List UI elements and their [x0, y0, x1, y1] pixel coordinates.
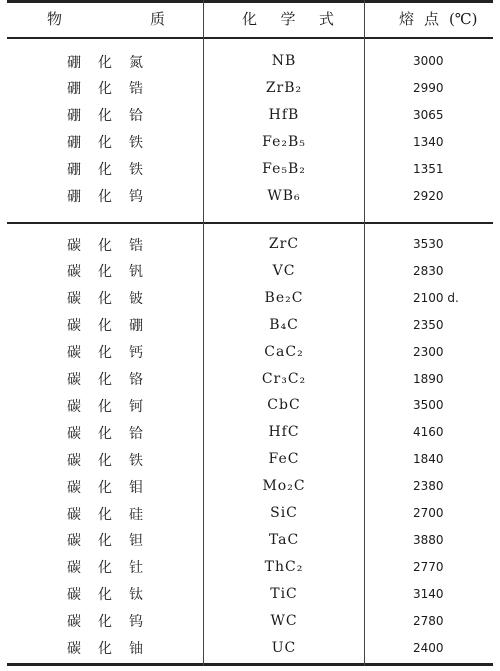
substance-name [67, 418, 143, 447]
substance-name-char: 钨 [129, 614, 143, 631]
table-row [7, 74, 493, 103]
substance-name-char: 化 [98, 54, 112, 71]
substance-name [67, 101, 143, 130]
table-row [7, 338, 493, 367]
substance-name-char: 碳 [67, 641, 81, 657]
table-row [7, 634, 493, 663]
substance-name-char: 化 [98, 425, 112, 442]
substance-name-char: 碳 [67, 425, 81, 442]
table-row [7, 311, 493, 340]
table-row [7, 580, 493, 609]
melting-point-value: 2350 [413, 317, 444, 332]
substance-name-char: 化 [98, 506, 112, 523]
substance-name-char: 钼 [129, 479, 143, 496]
header-substance [47, 0, 165, 37]
substance-name [67, 634, 143, 663]
chemical-formula: UC [271, 639, 297, 656]
substance-name-char: 碳 [67, 587, 81, 604]
substance-name-char: 化 [98, 162, 112, 179]
substance-name-char: 碳 [67, 318, 81, 335]
substance-name [67, 499, 143, 528]
substance-name [67, 365, 143, 394]
substance-name-char: 化 [98, 533, 112, 550]
melting-point-value: 1340 [413, 134, 444, 149]
substance-name [67, 128, 143, 157]
melting-point-value: 3880 [413, 532, 444, 547]
substance-name-char: 锆 [129, 81, 143, 98]
substance-name-char: 碳 [67, 560, 81, 577]
substance-name-char: 钽 [129, 533, 143, 550]
substance-name [67, 553, 143, 582]
melting-point-value: 2700 [413, 506, 444, 520]
table-row [7, 418, 493, 447]
substance-name [67, 472, 143, 501]
table-row [7, 182, 493, 211]
substance-name-char: 钍 [129, 560, 143, 577]
chemical-formula: VC [272, 262, 296, 279]
header-melting-point-char: 点 [424, 10, 440, 28]
substance-name [67, 391, 143, 420]
table-row [7, 128, 493, 157]
substance-name-char: 碳 [67, 614, 81, 631]
substance-name-char: 硼 [67, 108, 81, 125]
header-melting-point-char: 熔 [399, 10, 415, 28]
melting-point-value: 2990 [413, 80, 444, 95]
header-substance-char: 物 [47, 10, 63, 28]
header-formula-char: 式 [318, 10, 334, 28]
substance-name-char: 铁 [129, 452, 143, 469]
substance-name-char: 碳 [67, 345, 81, 362]
chemical-formula: WC [270, 612, 298, 629]
substance-name-char: 化 [98, 587, 112, 604]
substance-name-char: 钒 [129, 264, 143, 281]
melting-point-value: 2400 [413, 640, 444, 655]
substance-name [67, 155, 143, 184]
chemical-formula: HfB [268, 106, 300, 123]
chemical-formula: Fe₂B₅ [262, 133, 306, 150]
substance-name-char: 钙 [129, 345, 143, 362]
melting-point-value: 2920 [413, 188, 444, 203]
table-row [7, 284, 493, 313]
substance-name-char: 硼 [67, 189, 81, 205]
substance-name [67, 445, 143, 474]
melting-point-value: 2380 [413, 479, 444, 494]
melting-point-value: 2780 [413, 613, 444, 628]
substance-name-char: 碳 [67, 398, 81, 415]
substance-name-char: 化 [98, 452, 112, 469]
table-row [7, 365, 493, 394]
substance-name-char: 碳 [67, 372, 81, 388]
substance-name-char: 化 [98, 135, 112, 152]
substance-name [67, 311, 143, 340]
substance-name [67, 607, 143, 636]
table-row [7, 230, 493, 259]
substance-name-char: 钶 [129, 398, 143, 415]
header-melting-point-char: (℃) [449, 9, 478, 28]
substance-name-char: 铪 [129, 108, 143, 125]
substance-name-char: 碳 [67, 291, 81, 308]
header-formula-char: 化 [242, 10, 258, 28]
substance-name [67, 338, 143, 367]
substance-name-char: 化 [98, 614, 112, 631]
header-substance-char: 质 [149, 10, 165, 28]
chemical-formula: ThC₂ [264, 558, 304, 575]
melting-point-value: 1890 [413, 371, 444, 386]
melting-point-value: 3140 [413, 586, 444, 601]
chemical-formula: B₄C [269, 316, 299, 333]
substance-name-char: 化 [98, 189, 112, 205]
chemical-formula: ZrC [268, 236, 300, 252]
substance-name-char: 铬 [129, 372, 143, 388]
chemical-formula: ZrB₂ [265, 79, 303, 96]
substance-name-char: 化 [98, 237, 112, 254]
substance-name-char: 碳 [67, 533, 81, 550]
melting-point-value: 3530 [413, 237, 444, 251]
chemical-formula: Be₂C [264, 289, 304, 306]
table-row [7, 526, 493, 555]
chemical-formula: TaC [268, 531, 300, 548]
header-formula-char: 学 [280, 10, 296, 28]
substance-name-char: 硼 [67, 81, 81, 98]
chemical-formula: NB [271, 53, 297, 69]
melting-point-table [7, 0, 493, 667]
melting-point-value: 3500 [413, 398, 444, 413]
substance-name [67, 182, 143, 211]
table-row [7, 499, 493, 528]
header-formula [242, 0, 334, 37]
chemical-formula: CaC₂ [264, 343, 304, 360]
chemical-formula: SiC [270, 505, 298, 521]
substance-name [67, 47, 143, 76]
melting-point-value: 3000 [413, 54, 444, 68]
substance-name-char: 钛 [129, 587, 143, 604]
table-header-rule [7, 37, 493, 39]
substance-name [67, 257, 143, 286]
substance-name [67, 74, 143, 103]
substance-name-char: 铍 [129, 291, 143, 308]
substance-name-char: 化 [98, 479, 112, 496]
melting-point-value: 2100 d. [413, 290, 459, 305]
substance-name-char: 铁 [129, 162, 143, 179]
melting-point-value: 2770 [413, 559, 444, 574]
header-melting-point [399, 0, 477, 37]
substance-name [67, 526, 143, 555]
table-section-rule [7, 222, 493, 224]
chemical-formula: FeC [268, 451, 300, 468]
chemical-formula: TiC [270, 585, 298, 602]
substance-name-char: 氮 [129, 54, 143, 71]
table-row [7, 445, 493, 474]
substance-name-char: 钨 [129, 189, 143, 205]
substance-name-char: 碳 [67, 452, 81, 469]
substance-name [67, 284, 143, 313]
substance-name-char: 化 [98, 560, 112, 577]
table-row [7, 553, 493, 582]
melting-point-value: 2830 [413, 263, 444, 278]
substance-name-char: 碳 [67, 264, 81, 281]
substance-name-char: 化 [98, 345, 112, 362]
melting-point-value: 4160 [413, 425, 444, 440]
chemical-formula: HfC [268, 424, 300, 441]
chemical-formula: Mo₂C [262, 478, 306, 495]
substance-name-char: 化 [98, 641, 112, 657]
table-row [7, 101, 493, 130]
substance-name-char: 硼 [67, 162, 81, 179]
melting-point-value: 1351 [413, 161, 444, 176]
substance-name-char: 化 [98, 108, 112, 125]
substance-name-char: 碳 [67, 479, 81, 496]
substance-name-char: 铪 [129, 425, 143, 442]
substance-name-char: 化 [98, 291, 112, 308]
chemical-formula: Cr₃C₂ [261, 370, 307, 387]
table-row [7, 257, 493, 286]
chemical-formula: WB₆ [267, 187, 301, 204]
chemical-formula: CbC [267, 397, 301, 414]
substance-name-char: 硼 [67, 135, 81, 152]
table-bottom-rule [7, 663, 493, 666]
melting-point-value: 3065 [413, 107, 444, 122]
substance-name [67, 580, 143, 609]
substance-name-char: 硼 [67, 54, 81, 71]
chemical-formula: Fe₅B₂ [262, 160, 306, 177]
table-row [7, 391, 493, 420]
table-row [7, 47, 493, 76]
substance-name-char: 硅 [129, 506, 143, 523]
substance-name-char: 化 [98, 81, 112, 98]
melting-point-value: 2300 [413, 344, 444, 359]
substance-name-char: 硼 [129, 318, 143, 335]
table-row [7, 155, 493, 184]
substance-name-char: 铁 [129, 135, 143, 152]
substance-name-char: 碳 [67, 506, 81, 523]
substance-name-char: 碳 [67, 237, 81, 254]
melting-point-value: 1840 [413, 452, 444, 467]
substance-name [67, 230, 143, 259]
substance-name-char: 锆 [129, 237, 143, 254]
substance-name-char: 铀 [129, 641, 143, 657]
table-row [7, 607, 493, 636]
substance-name-char: 化 [98, 318, 112, 335]
table-row [7, 472, 493, 501]
substance-name-char: 化 [98, 264, 112, 281]
substance-name-char: 化 [98, 398, 112, 415]
substance-name-char: 化 [98, 372, 112, 388]
